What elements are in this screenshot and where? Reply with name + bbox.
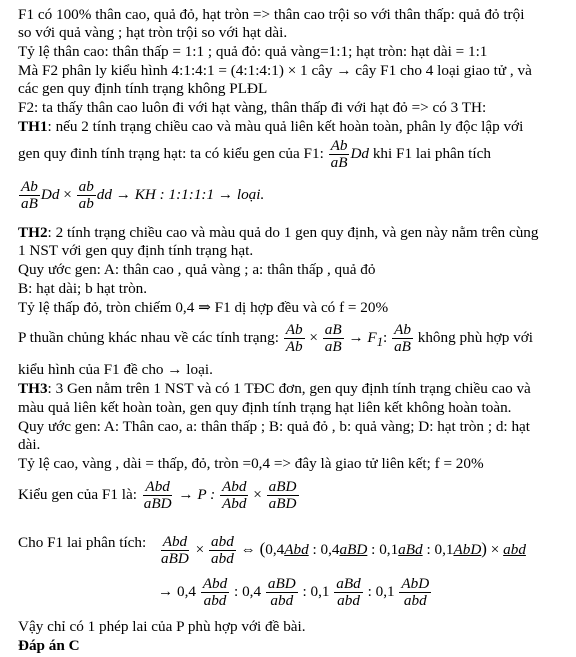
test-cross-equation-1: $\frac{\text{Abd}}{\text{aBD}}$ × $\frac{\text{abd}}{\text{abd}}$ ⇔ (0,4Abd : 0,4aBD : 0,1aBd : 0,1AbD) × abd bbox=[161, 533, 526, 567]
conclusion-line: Vậy chỉ có 1 phép lai của P phù hợp với đề bài. bbox=[18, 618, 306, 635]
case-1-text: : nếu 2 tính trạng chiều cao và màu quả liên kết hoàn toàn, phân ly độc lập với bbox=[47, 118, 524, 135]
test-cross-text: khi F1 lai phân tích bbox=[372, 144, 491, 162]
case-2-label: TH2 bbox=[18, 224, 48, 241]
genotype-intro: gen quy đinh tính trạng hạt: ta có kiểu gen của F1: bbox=[18, 144, 324, 162]
fraction-ab-ab-recessive: $\frac{ab}{ab}$ bbox=[78, 178, 94, 212]
line-19: Quy ước gen: A: Thân cao, a: thân thấp ; B: quả đỏ , b: quả vàng; D: hạt tròn ; d: hạt bbox=[18, 418, 531, 435]
dd-term: Dd bbox=[350, 144, 370, 162]
line-3: Tỷ lệ thân cao: thân thấp = 1:1 ; quả đỏ: quả vàng=1:1; hạt tròn: hạt dài = 1:1 bbox=[18, 43, 488, 60]
case-3-heading: TH3: 3 Gen nằm trên 1 NST và có 1 TĐC đơn, gen quy định tính trạng chiều cao và bbox=[18, 380, 531, 397]
answer-line: Đáp án C bbox=[18, 637, 80, 654]
line-20: dài. bbox=[18, 436, 41, 453]
case-2-parent-cross: P thuần chủng khác nhau về các tính trạng: $\frac{Ab}{Ab}$ × $\frac{aB}{aB}$ → $F_1$: $\frac{Ab}{aB}$ không phù hợp với bbox=[18, 321, 533, 355]
case-3-f1-genotype: Kiểu gen của F1 là: $\frac{\text{Abd}}{\text{aBD}}$ → P : $\frac{\text{Abd}}{\text{Abd}}$ × $\frac{\text{aBD}}{\text{aBD}}$ bbox=[18, 478, 297, 512]
fraction-ab-over-ab: $\frac{Ab}{aB}$ bbox=[330, 137, 348, 171]
line-13: B: hạt dài; b hạt tròn. bbox=[18, 280, 148, 297]
case-1-heading bbox=[18, 118, 523, 135]
line-2: so với quả vàng ; hạt tròn trội so với hạt dài. bbox=[18, 24, 288, 41]
line-1: F1 có 100% thân cao, quả đỏ, hạt tròn => thân cao trội so với thân thấp: quả đỏ trội bbox=[18, 6, 525, 23]
line-21: Tỷ lệ cao, vàng , dài = thấp, đỏ, tròn =0,4 => đây là giao tử liên kết; f = 20% bbox=[18, 455, 484, 472]
line-6: F2: ta thấy thân cao luôn đi với hạt vàng, thân thấp đi với hạt đỏ => có 3 TH: bbox=[18, 99, 487, 116]
test-cross-equation-2: → 0,4 $\frac{\text{Abd}}{\text{abd}}$ : 0,4 $\frac{\text{aBD}}{\text{abd}}$ : 0,1 $\frac{\text{aBd}}{\text{abd}}$ : 0,1 $\frac{\text{AbD}}{\text{abd}}$ bbox=[158, 575, 430, 609]
line-16: kiểu hình của F1 đề cho → loại. bbox=[18, 361, 213, 378]
phenotype-ratio: KH : 1:1:1:1 → loại. bbox=[134, 185, 265, 203]
line-5: các gen quy định tính trạng không PLĐL bbox=[18, 80, 268, 97]
line-12: Quy ước gen: A: thân cao , quả vàng ; a: thân thấp , quả đỏ bbox=[18, 261, 376, 278]
case-1-cross-line: $\frac{Ab}{aB}$ Dd × $\frac{ab}{ab}$ dd → KH : 1:1:1:1 → loại. bbox=[21, 178, 265, 212]
line-11: 1 NST với gen quy định tính trạng hạt. bbox=[18, 242, 254, 259]
case-3-label: TH3 bbox=[18, 380, 48, 397]
case-1-label: TH1 bbox=[18, 118, 48, 135]
line-14: Tỷ lệ thấp đỏ, tròn chiếm 0,4 ⇒ F1 dị hợp đều và có f = 20% bbox=[18, 299, 389, 316]
case-3-test-cross: Cho F1 lai phân tích: bbox=[18, 534, 147, 551]
case-2-heading: TH2: 2 tính trạng chiều cao và màu quả do 1 gen quy định, và gen này nằm trên cùng bbox=[18, 224, 539, 241]
case-1-genotype-line bbox=[18, 138, 491, 171]
line-4: Mà F2 phân ly kiểu hình 4:1:4:1 = (4:1:4:1) × 1 cây → cây F1 cho 4 loại giao tử , và bbox=[18, 62, 532, 79]
fraction-ab-ab: $\frac{Ab}{aB}$ bbox=[21, 178, 38, 212]
line-18: màu quả liên kết hoàn toàn, gen quy định tính trạng hạt liên kết không hoàn toàn. bbox=[18, 399, 512, 416]
